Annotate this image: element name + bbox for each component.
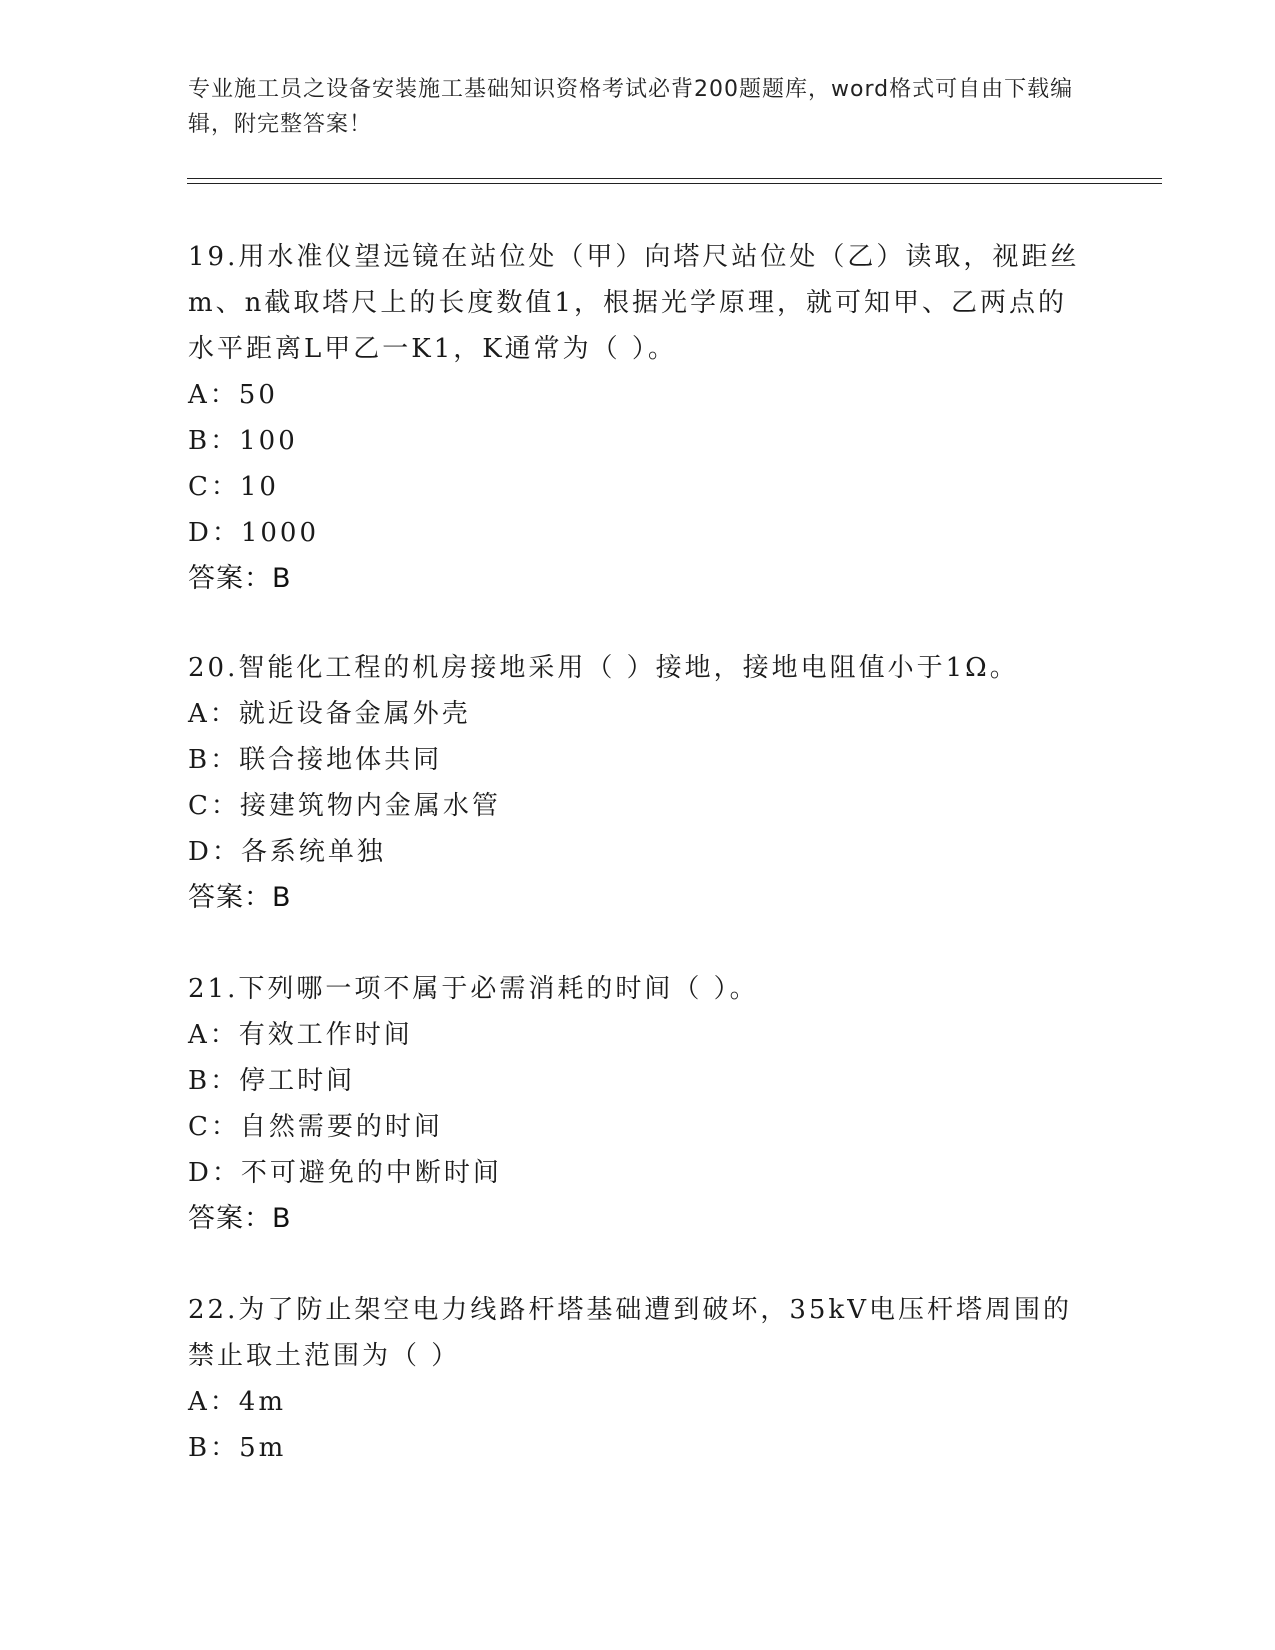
option-a: A：4m <box>188 1387 286 1417</box>
question-22 <box>188 1287 1088 1471</box>
option-b: B：100 <box>188 426 298 456</box>
option-d: D：不可避免的中断时间 <box>188 1158 502 1188</box>
option-b: B：联合接地体共同 <box>188 745 443 775</box>
answer: 答案：B <box>188 563 292 594</box>
option-c: C：接建筑物内金属水管 <box>188 791 501 821</box>
option-c: C：10 <box>188 472 279 502</box>
option-b: B：5m <box>188 1433 287 1463</box>
question-19 <box>188 234 1088 602</box>
header-rule-top <box>187 178 1162 179</box>
question-stem: 20.智能化工程的机房接地采用（ ）接地，接地电阻值小于1Ω。 <box>188 653 1019 683</box>
option-a: A：就近设备金属外壳 <box>188 699 471 729</box>
answer: 答案：B <box>188 1203 292 1234</box>
question-stem: 21.下列哪一项不属于必需消耗的时间（ ）。 <box>188 974 759 1004</box>
question-20 <box>188 645 1088 921</box>
option-d: D：各系统单独 <box>188 837 386 867</box>
document-header: 专业施工员之设备安装施工基础知识资格考试必背200题题库，word格式可自由下载编辑，附完整答案！ <box>188 77 1074 137</box>
answer: 答案：B <box>188 882 292 913</box>
option-d: D：1000 <box>188 518 320 548</box>
question-stem: 19.用水准仪望远镜在站位处（甲）向塔尺站位处（乙）读取，视距丝m、n截取塔尺上的长度数值1，根据光学原理，就可知甲、乙两点的水平距离L甲乙一K1，K通常为（ ）。 <box>188 242 1080 364</box>
question-21 <box>188 966 1088 1242</box>
header-rule-bottom <box>187 183 1162 184</box>
option-c: C：自然需要的时间 <box>188 1112 443 1142</box>
option-a: A：有效工作时间 <box>188 1020 413 1050</box>
question-stem: 22.为了防止架空电力线路杆塔基础遭到破坏，35kV电压杆塔周围的禁止取土范围为（ ） <box>188 1295 1072 1371</box>
option-a: A：50 <box>188 380 278 410</box>
option-b: B：停工时间 <box>188 1066 356 1096</box>
